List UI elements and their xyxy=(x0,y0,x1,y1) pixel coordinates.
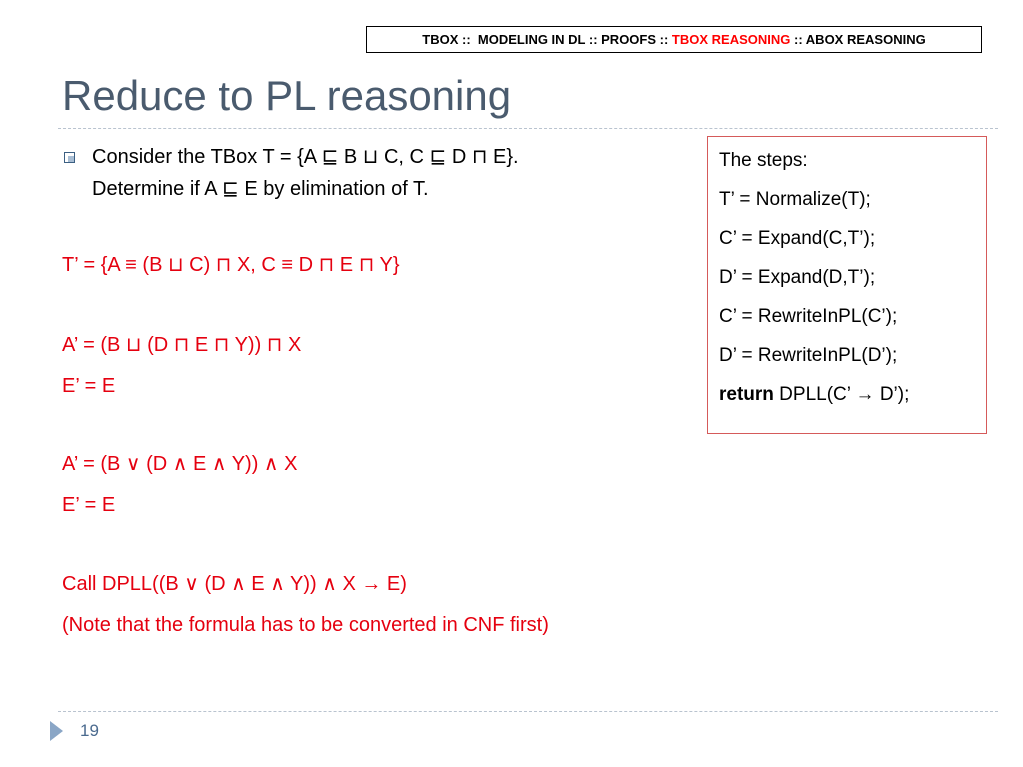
step-return xyxy=(719,383,909,407)
section-navigation xyxy=(366,26,982,53)
expanded-e-pl: E’ = E xyxy=(62,494,116,516)
step-rewrite-c: C’ = RewriteInPL(C’); xyxy=(719,306,898,327)
bullet-text-line2: Determine if A ⊑ E by elimination of T. xyxy=(92,178,429,200)
steps-box xyxy=(707,136,987,434)
cnf-note: (Note that the formula has to be converted in CNF first) xyxy=(62,614,549,636)
footer-divider xyxy=(58,711,998,712)
steps-heading: The steps: xyxy=(719,150,808,171)
triangle-right-icon[interactable] xyxy=(50,721,63,741)
step-expand-c: C’ = Expand(C,T’); xyxy=(719,228,876,249)
step-rewrite-d: D’ = RewriteInPL(D’); xyxy=(719,345,898,366)
title-divider xyxy=(58,128,998,129)
return-keyword: return xyxy=(719,384,774,405)
step-normalize: T’ = Normalize(T); xyxy=(719,189,871,210)
square-bullet-icon xyxy=(64,152,75,163)
dpll-call: Call DPLL((B ∨ (D ∧ E ∧ Y)) ∧ X → E) xyxy=(62,573,407,595)
return-expression: DPLL(C’ → D’); xyxy=(773,384,910,405)
expanded-a-dl: A’ = (B ⊔ (D ⊓ E ⊓ Y)) ⊓ X xyxy=(62,334,302,356)
nav-active-section: TBOX REASONING xyxy=(671,32,791,47)
step-expand-d: D’ = Expand(D,T’); xyxy=(719,267,876,288)
nav-sections-before: TBOX :: MODELING IN DL :: PROOFS :: xyxy=(422,32,672,47)
page-number: 19 xyxy=(80,721,99,740)
nav-sections-after: :: ABOX REASONING xyxy=(790,32,926,47)
expanded-a-pl: A’ = (B ∨ (D ∧ E ∧ Y)) ∧ X xyxy=(62,453,298,475)
bullet-text-line1: Consider the TBox T = {A ⊑ B ⊔ C, C ⊑ D ⊓ E}. xyxy=(92,146,519,168)
expanded-e-dl: E’ = E xyxy=(62,375,116,397)
normalized-tbox: T’ = {A ≡ (B ⊔ C) ⊓ X, C ≡ D ⊓ E ⊓ Y} xyxy=(62,254,400,276)
slide-title: Reduce to PL reasoning xyxy=(62,72,512,119)
